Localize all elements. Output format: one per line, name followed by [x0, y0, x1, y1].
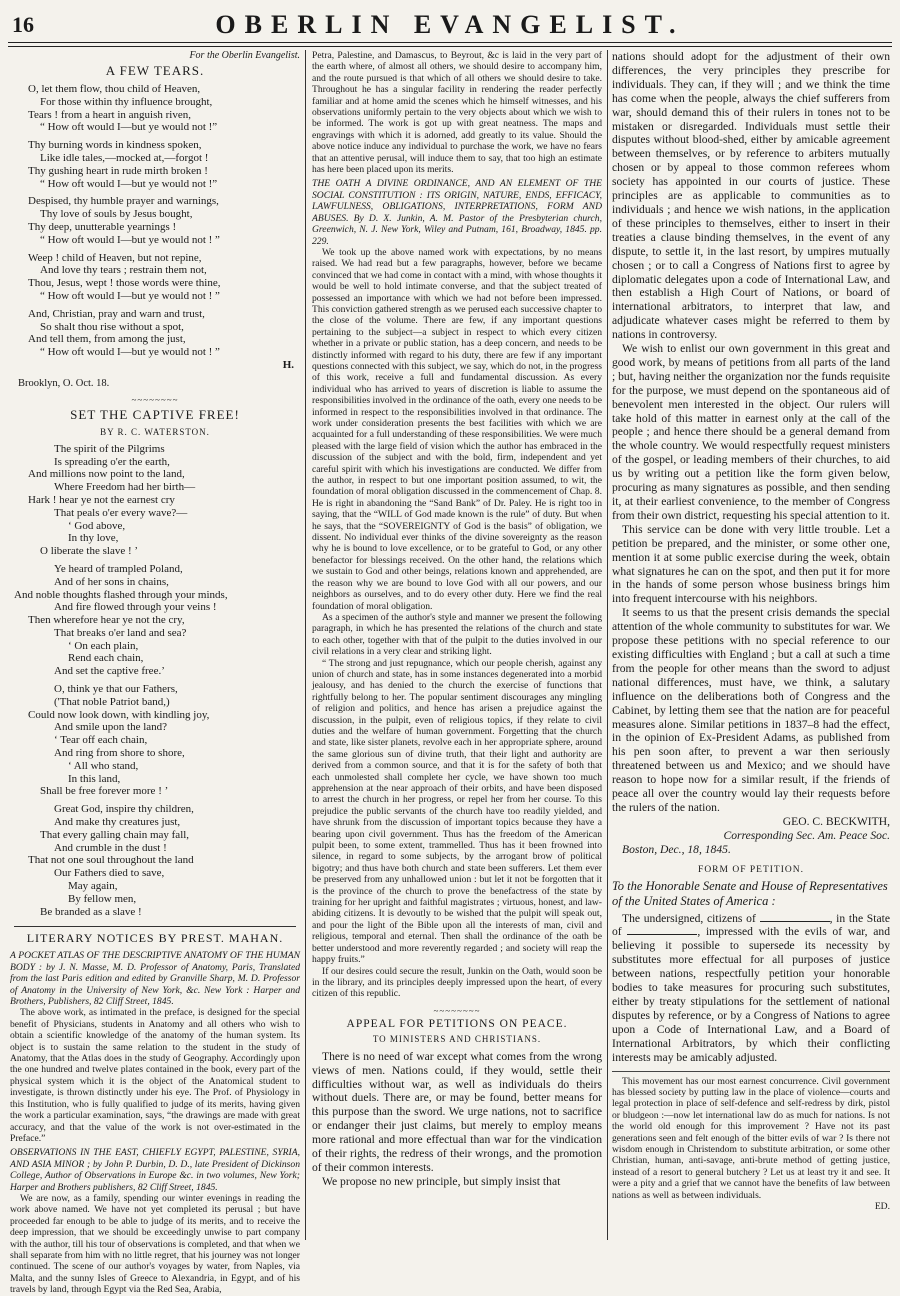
verse-line: “ How oft would I—but ye would not !”	[40, 121, 218, 134]
verse-line: ('That noble Patriot band,)	[54, 695, 170, 708]
verse-line: Thy burning words in kindness spoken,	[28, 139, 202, 152]
petition-text	[612, 912, 890, 1065]
verse-line: That every galling chain may fall,	[40, 828, 190, 841]
quoted-paragraph: “ The strong and just repugnance, which our people cherish, against any union of church and state, has in some instances degenerated into a morbid jealousy, and has denied to the church the exercise of functions that rightfully belong to her. The popular sentiment discourages any mingling of religion and politics, and hence has arisen a prejudice against the discussion, in the pulpit, even of religious topics, if they relate to civil duties and the welfare of human government. Forgetting that the church and state, like sister planets, revolve each in her appropriate sphere, around the same glorious sun of divine truth, that their light and authority are derived from a common source, and that it is for the safety of both that each unmolested shall complete her cycle, we have shown too much apprehension at the near approach of their orbits, and have been disposed to arrest the church in her progress, or repel her from her course. To this prejudice the public servants of the church have too readily yielded, and have shrunk from the discussion of important topics because they have a bearing upon civil government. Thus has the freedom of the American pulpit been, to some extent, trammelled. Thus has it been frowned into silence, in regard to some subjects, by the arrogant brow of political bigotry; and thus have both church and state been sufferers. Let them ever be preserved from any unhallowed union : but let it not be forgotten that it is the province of the church to prove the benefactress of the state by training for her upright and faithful magistrates ; virtuous, honest, and law-abiding citizens. It is devoutly to be wished that the pulpit will speak out, and pour the light of the Bible upon all the interests of man, civil and religious, temporal and eternal. Then shall the ordinance of the oath be better understood and more reverently regarded ; and society will reap the happy fruits.”	[312, 657, 602, 966]
article-paragraph: We wish to enlist our own government in this great and good work, by means of petitions from all parts of the land ; but, having neither the organization nor the funds requisite for the purpose, we must depend on the spontaneous aid of benevolent men interested in the object. Our rulers will take hold of this matter in earnest only at the call of the people ; and hence there should be a general demand from the whole country. We would respectfully request ministers of the gospel, or leading members of their churches, to aid us by writing out a petition like the form given below, procuring as many signatures as possible, and then sending it, at their earliest convenience, to the member of Congress from their own district, requesting his special attention to it.	[612, 342, 890, 522]
poem-signature: H.	[282, 358, 294, 371]
verse-line: And love thy tears ; restrain them not,	[40, 264, 207, 277]
blank-line-state	[627, 925, 697, 935]
article-subtitle: TO MINISTERS AND CHRISTIANS.	[372, 1033, 542, 1044]
petition-text-a: The undersigned, citizens of	[622, 911, 756, 925]
verse-line: “ How oft would I—but ye would not !”	[40, 177, 218, 190]
signature-name: GEO. C. BECKWITH,	[782, 814, 890, 828]
verse-line: Thy love of souls by Jesus bought,	[40, 208, 193, 221]
verse-line: And make thy creatures just,	[54, 816, 181, 829]
article-paragraph: nations should adopt for the adjustment of their own differences, the very principles they prescribe for individuals. They can, if they will ; and we think the time has come when the people, always the chief sufferers from war, should demand this of their rulers in tones not to be mistaken or disregarded. Individuals must settle their disputes without blood-shed, either by amicable agreement between themselves, or by reference to arbiters mutually chosen or by appeal to those common referees whom society has appointed in our courts of justice. These principles are as applicable to communities as to individuals ; and hence we wish nations, in the application of these principles to themselves, either to insert in their treaties a clause binding themselves, in the event of any dispute, to settle it, in the last resort, by umpires mutually chosen ; or to call a Congress of Nations first to agree by diplomatic delegates upon a code of International Law, and then establish a High Court of Nations, or board of international arbitrators, to interpret that law, and adjudicate whatever cases might be referred to them by nations in controversy.	[612, 50, 890, 342]
verse-line: Weep ! child of Heaven, but not repine,	[28, 251, 202, 264]
verse-line: O, think ye that our Fathers,	[54, 683, 178, 696]
masthead-rule	[8, 42, 892, 43]
poem-byline: For the Oberlin Evangelist.	[189, 50, 300, 61]
petition-text-b: , in the State of	[612, 911, 890, 939]
verse-line: Despised, thy humble prayer and warnings,	[28, 195, 219, 208]
review-paragraph: If our desires could secure the result, Junkin on the Oath, would soon be in the library, and its principles deeply impressed upon the heart, of every citizen of this republic.	[312, 965, 602, 1000]
verse-line: And tell them, from among the just,	[28, 333, 186, 346]
verse-line: Our Fathers died to save,	[54, 867, 165, 880]
verse-line: The spirit of the Pilgrims	[54, 442, 165, 455]
review-paragraph: As a specimen of the author's style and manner we present the following paragraph, in which he has presented the relations of the church and state to each other, together with that of the pulpit to the duties involved in our civil relations in a very clear and striking light.	[312, 611, 602, 658]
ornamental-separator: ~~~~~~~~	[433, 1005, 481, 1016]
poem-set-the-captive-free	[14, 442, 300, 919]
verse-line: O, let them flow, thou child of Heaven,	[28, 83, 201, 95]
article-paragraph: There is no need of war except what comes from the wrong views of men. Nations could, if they would, settle their difficulties without war, as well as individuals do theirs without duels. There are, or may be found, better means for this purpose than the sword. We urge nations, not to sacrifice or endanger their just claims, but merely to employ means more rational and more effectual than war for the vindication of their rights, the redress of their wrongs, and the promotion of their common interests.	[312, 1049, 602, 1174]
verse-line: That breaks o'er land and sea?	[54, 626, 187, 639]
verse-line: And noble thoughts flashed through your minds,	[14, 588, 228, 601]
column-2	[312, 50, 602, 1240]
masthead-rule-thin	[8, 46, 892, 47]
verse-line: ‘ God above,	[68, 519, 126, 532]
verse-line: For those within thy influence brought,	[40, 95, 213, 108]
verse-line: Rend each chain,	[68, 652, 144, 665]
verse-line: “ How oft would I—but ye would not ! ”	[40, 289, 220, 302]
article-paragraph: We propose no new principle, but simply insist that	[322, 1174, 561, 1188]
article-paragraph: It seems to us that the present crisis demands the special attention of the whole community to substitutes for war. We propose these petitions with no special reference to our existing difficulties with England ; but a call at such a time from the people for other means than the sword to adjust national differences, must have, we think, a salutary influence on the deliberations both of Congress and the Cabinet, by letting them see that the nation are for peaceful measures alone. Similar petitions in 1837–8 had the effect, in the opinion of Ex-President Adams, as published from his pen soon after, to prevent a war then seriously threatened between us and Mexico; and we should have reason to hope now for a similar result, if the friends of peace all over the country would lay their requests before the rulers of the nation.	[612, 606, 890, 814]
verse-line: Where Freedom had her birth—	[54, 481, 196, 494]
poem-title: SET THE CAPTIVE FREE!	[70, 406, 240, 422]
verse-line: Like idle tales,—mocked at,—forgot !	[40, 151, 209, 164]
review-paragraph: Petra, Palestine, and Damascus, to Beyrout, &c is laid in the very part of the earth where, of almost all others, we should desire to accompany him, and the route pursued is that which of all others we should desire to take. Throughout he has a singular facility in rendering the reader perfectly familiar and at home amid the scenes which he himself witnesses, and his observations uniformly pertain to the very objects about which we wish to be informed. The work is got up with great neatness. The maps and engravings with which it is adorned, add greatly to its value. Should the above notice induce any individual to purchase the work, we have no fears that an attentive perusal, will induce them to say, that too high an estimate has here been placed upon its merits.	[312, 50, 602, 176]
column-divider	[305, 50, 306, 1240]
verse-line: So shalt thou rise without a spot,	[40, 320, 184, 333]
review-paragraph: We took up the above named work with expectations, by no means raised. We had read but a few paragraphs, however, before we became convinced that we had come in contact with a mind, with whose thoughts it would be well to hold intimate converse, and that the subject treated of possessed an importance with which we had not before been impressed. This conviction gathered strength as we perused each successive chapter to the close of the volume. There are few, if any important questions pertaining to the subject—a subject in respect to which every citizen whether in a private or public station, has a deep concern, and needs to be distinctly informed with regard to his duty, there are few if any important questions connected with this subject, we say, which do not, in the progress of this work, receive a full and fundamental discussion. As every individual who has arrived to years of discretion is liable to assume the responsibilities involved in the ordinance of the oath, every one needs to be informed in respect to the responsibilities involved in that ordinance. The work under consideration presents the best facilities with which we are acquainted for a full understanding of these responsibilities. We were much pleased with the large field of vision which the author has embraced in the discussion of the subject and with the bold, firm, independent and yet careful spirit with which his investigations are conducted. We differ from the author, in respect to but one important position assumed, to wit, the foundation of moral obligation discussed in the commencement of Chap. 8. He is right in abandoning the “Sand Bank” of Dr. Paley. He is right too in saying, that the “WILL of God made known is the rule” of duty. But when he says, that the “SOVEREIGNTY of God is the basis” of obligation, we dissent. No individual ever thinks of the divine sovereignty as the reason why he is bound to love excellence, or to be grateful to God, or any other benefactor for blessings received. On the other hand, the relations which we sustain to God and other beings, relations known and apprehended, are the reason why we are bound to love God with all our powers, and our neighbors as ourselves, and to do every other duty. Here we find the real foundation of moral obligation.	[312, 246, 602, 612]
verse-line: And fire flowed through your veins !	[54, 601, 217, 614]
petition-text-c: , impressed with the evils of war, and believing it possible to supersede its necessity by substitutes more effectual for all purposes of justice between nations, respectfully petition your honorable bodies to take measures for procuring such substitutes, either by treaty stipulations for the settlement of national disputes by reference, or by a Congress of Nations to agree upon a Code of International Law, and a Board of International Arbitrators, by which their conflicting interests may be amicably adjusted.	[612, 925, 890, 1064]
verse-line: Hark ! hear ye not the earnest cry	[28, 493, 175, 506]
poem-author: BY R. C. WATERSTON.	[100, 426, 210, 437]
verse-line: Could now look down, with kindling joy,	[28, 708, 210, 721]
verse-line: In thy love,	[68, 532, 119, 545]
verse-line: And ring from shore to shore,	[54, 747, 185, 760]
editor-note: This movement has our most earnest concurrence. Civil government has blessed society by putting law in the place of violence—courts and legal protection in place of self-defence and self-redress by dirk, pistol or bludgeon :—now let international law do as much for nations. Is not the world old enough for this improvement ? Have not its past generations seen and felt enough of the bitter evils of war ? Is there not wisdom enough in Christendom to substitute arbitration, or some other Christian, human, anti-savage, anti-brute method of getting justice, instead of a resort to general butchery ? Let us at least try it and see. It were a pity and a grief that we cannot have the benefits of law between nations as well as between individuals.	[612, 1071, 890, 1201]
newspaper-title: OBERLIN EVANGELIST.	[215, 10, 685, 39]
verse-line: By fellow men,	[68, 892, 137, 905]
verse-line: Be branded as a slave !	[40, 905, 142, 918]
verse-line: That peals o'er every wave?—	[54, 506, 188, 519]
newspaper-page	[8, 6, 892, 1296]
verse-line: Tears ! from a heart in anguish riven,	[28, 108, 191, 121]
verse-line: O liberate the slave ! ’	[40, 545, 139, 558]
verse-line: ‘ Tear off each chain,	[54, 734, 148, 747]
form-title: FORM OF PETITION.	[698, 864, 804, 875]
verse-line: May again,	[68, 880, 118, 893]
verse-line: Is spreading o'er the earth,	[54, 455, 170, 468]
blank-line-city	[760, 912, 830, 922]
masthead	[8, 6, 892, 40]
verse-line: And crumble in the dust !	[54, 841, 167, 854]
book-review-paragraph: We are now, as a family, spending our winter evenings in reading the work above named. We have not yet completed its perusal ; but have proceeded far enough to be able to judge of its merits, and to receive the deep impression, that we should be exceedingly unwise to part company with the author, till his tour of observations is completed, and that when we shall separate from him with no little regret, that his journey was not longer continued. The scene of our author's voyages by water, from Naples, via Malta, and the sunny Isles of Greece to Alexandria, in Egypt, and of his travels by land, through Egypt via the Red Sea, Arabia,	[10, 1192, 300, 1296]
verse-line: And set the captive free.’	[54, 665, 165, 678]
section-title: LITERARY NOTICES BY PREST. MAHAN.	[26, 931, 284, 946]
verse-line: Thy gushing heart in rude mirth broken !	[28, 164, 208, 177]
verse-line: ‘ On each plain,	[68, 639, 139, 652]
verse-line: And, Christian, pray and warn and trust,	[28, 307, 205, 320]
page-number: 16	[12, 12, 34, 37]
verse-line: In this land,	[68, 772, 121, 785]
verse-line: That not one soul throughout the land	[28, 854, 194, 867]
verse-line: “ How oft would I—but ye would not ! ”	[40, 233, 220, 246]
column-1	[10, 50, 300, 1296]
verse-line: Great God, inspire thy children,	[54, 803, 194, 816]
verse-line: “ How oft would I—but ye would not ! ”	[40, 346, 220, 359]
petition-address: To the Honorable Senate and House of Representatives of the United States of America :	[612, 878, 888, 908]
book-review-paragraph: The above work, as intimated in the preface, is designed for the special benefit of Physicians, students in Anatomy and all others who wish to obtain a scientific knowledge of the anatomy of the human system. Its object is to sustain the same relation to the student in the study of Anatomy, that the Atlas does in the study of Geography. Accordingly upon the one hundred and twelve plates contained in the book, every part of the physical system which it is the object of the Anatomical student to investigate, is thrown distinctly under his eye. The Prof. of Physiology in this Institution, who is fully qualified to judge of its merits, having given the work a particular examination, says, “the drawings are made with great accuracy, and that the value of the work is not over-estimated in the Preface.”	[10, 1007, 300, 1144]
poem-a-few-tears	[28, 83, 300, 372]
column-3	[612, 50, 890, 1240]
section-divider	[14, 926, 296, 927]
verse-line: ‘ All who stand,	[68, 759, 139, 772]
book-entry-heading: A POCKET ATLAS OF THE DESCRIPTIVE ANATOMY OF THE HUMAN BODY : by J. N. Masse, M. D. Professor of Anatomy, Paris, Translated from the last Paris edition and edited by Granville Sharp, M. D. Professor of Anatomy in the University of New York, &c. New York : Harper and Brothers, Publishers, 82 Cliff Street, 1845.	[10, 950, 300, 1008]
verse-line: Shall be free forever more ! ’	[40, 785, 169, 798]
editor-signature: ED.	[874, 1201, 890, 1212]
verse-line: Ye heard of trampled Poland,	[54, 562, 183, 575]
ornamental-separator: ~~~~~~~~	[131, 394, 179, 405]
signature-title: Corresponding Sec. Am. Peace Soc.	[723, 828, 890, 842]
verse-line: Thy deep, unutterable yearnings !	[28, 220, 177, 233]
article-title: APPEAL FOR PETITIONS ON PEACE.	[346, 1017, 568, 1030]
verse-line: And of her sons in chains,	[54, 575, 169, 588]
verse-line: And millions now point to the land,	[28, 468, 185, 481]
poem-title: A FEW TEARS.	[105, 63, 205, 78]
signature-place-date: Boston, Dec., 18, 1845.	[622, 842, 731, 856]
book-entry-heading: THE OATH A DIVINE ORDINANCE, AND AN ELEMENT OF THE SOCIAL CONSTITUTION : ITS ORIGIN, NATURE, ENDS, EFFICACY, LAWFULNESS, OBLIGATIONS, INTERPRETATIONS, FORM AND ABUSES. By D. X. Junkin, A. M. Pastor of the Presbyterian church, Greenwich, N. J. New York, Wiley and Putnam, 161, Broadway, 1845. pp. 229.	[312, 178, 602, 247]
verse-line: Then wherefore hear ye not the cry,	[28, 614, 185, 627]
article-paragraph: This service can be done with very little trouble. Let a petition be prepared, and the minister, or some other one, mention it at some public exercise during the week, obtain what signatures he can on the spot, and then put it for more in the hands of some person whose business brings him into frequent intercourse with his neighbors.	[612, 522, 890, 606]
poem-place-date: Brooklyn, O. Oct. 18.	[18, 377, 110, 389]
verse-line: And smile upon the land?	[54, 721, 168, 734]
verse-line: Thou, Jesus, wept ! those words were thine,	[28, 277, 221, 290]
book-entry-heading: OBSERVATIONS IN THE EAST, CHIEFLY EGYPT, PALESTINE, SYRIA, AND ASIA MINOR ; by John P. Durbin, D. D., late President of Dickinson College, Author of Observations in Europe &c. in two volumes, New York; Harper and Brothers publishers, 82 Cliff Street, 1845.	[10, 1147, 300, 1193]
column-divider	[607, 50, 608, 1240]
